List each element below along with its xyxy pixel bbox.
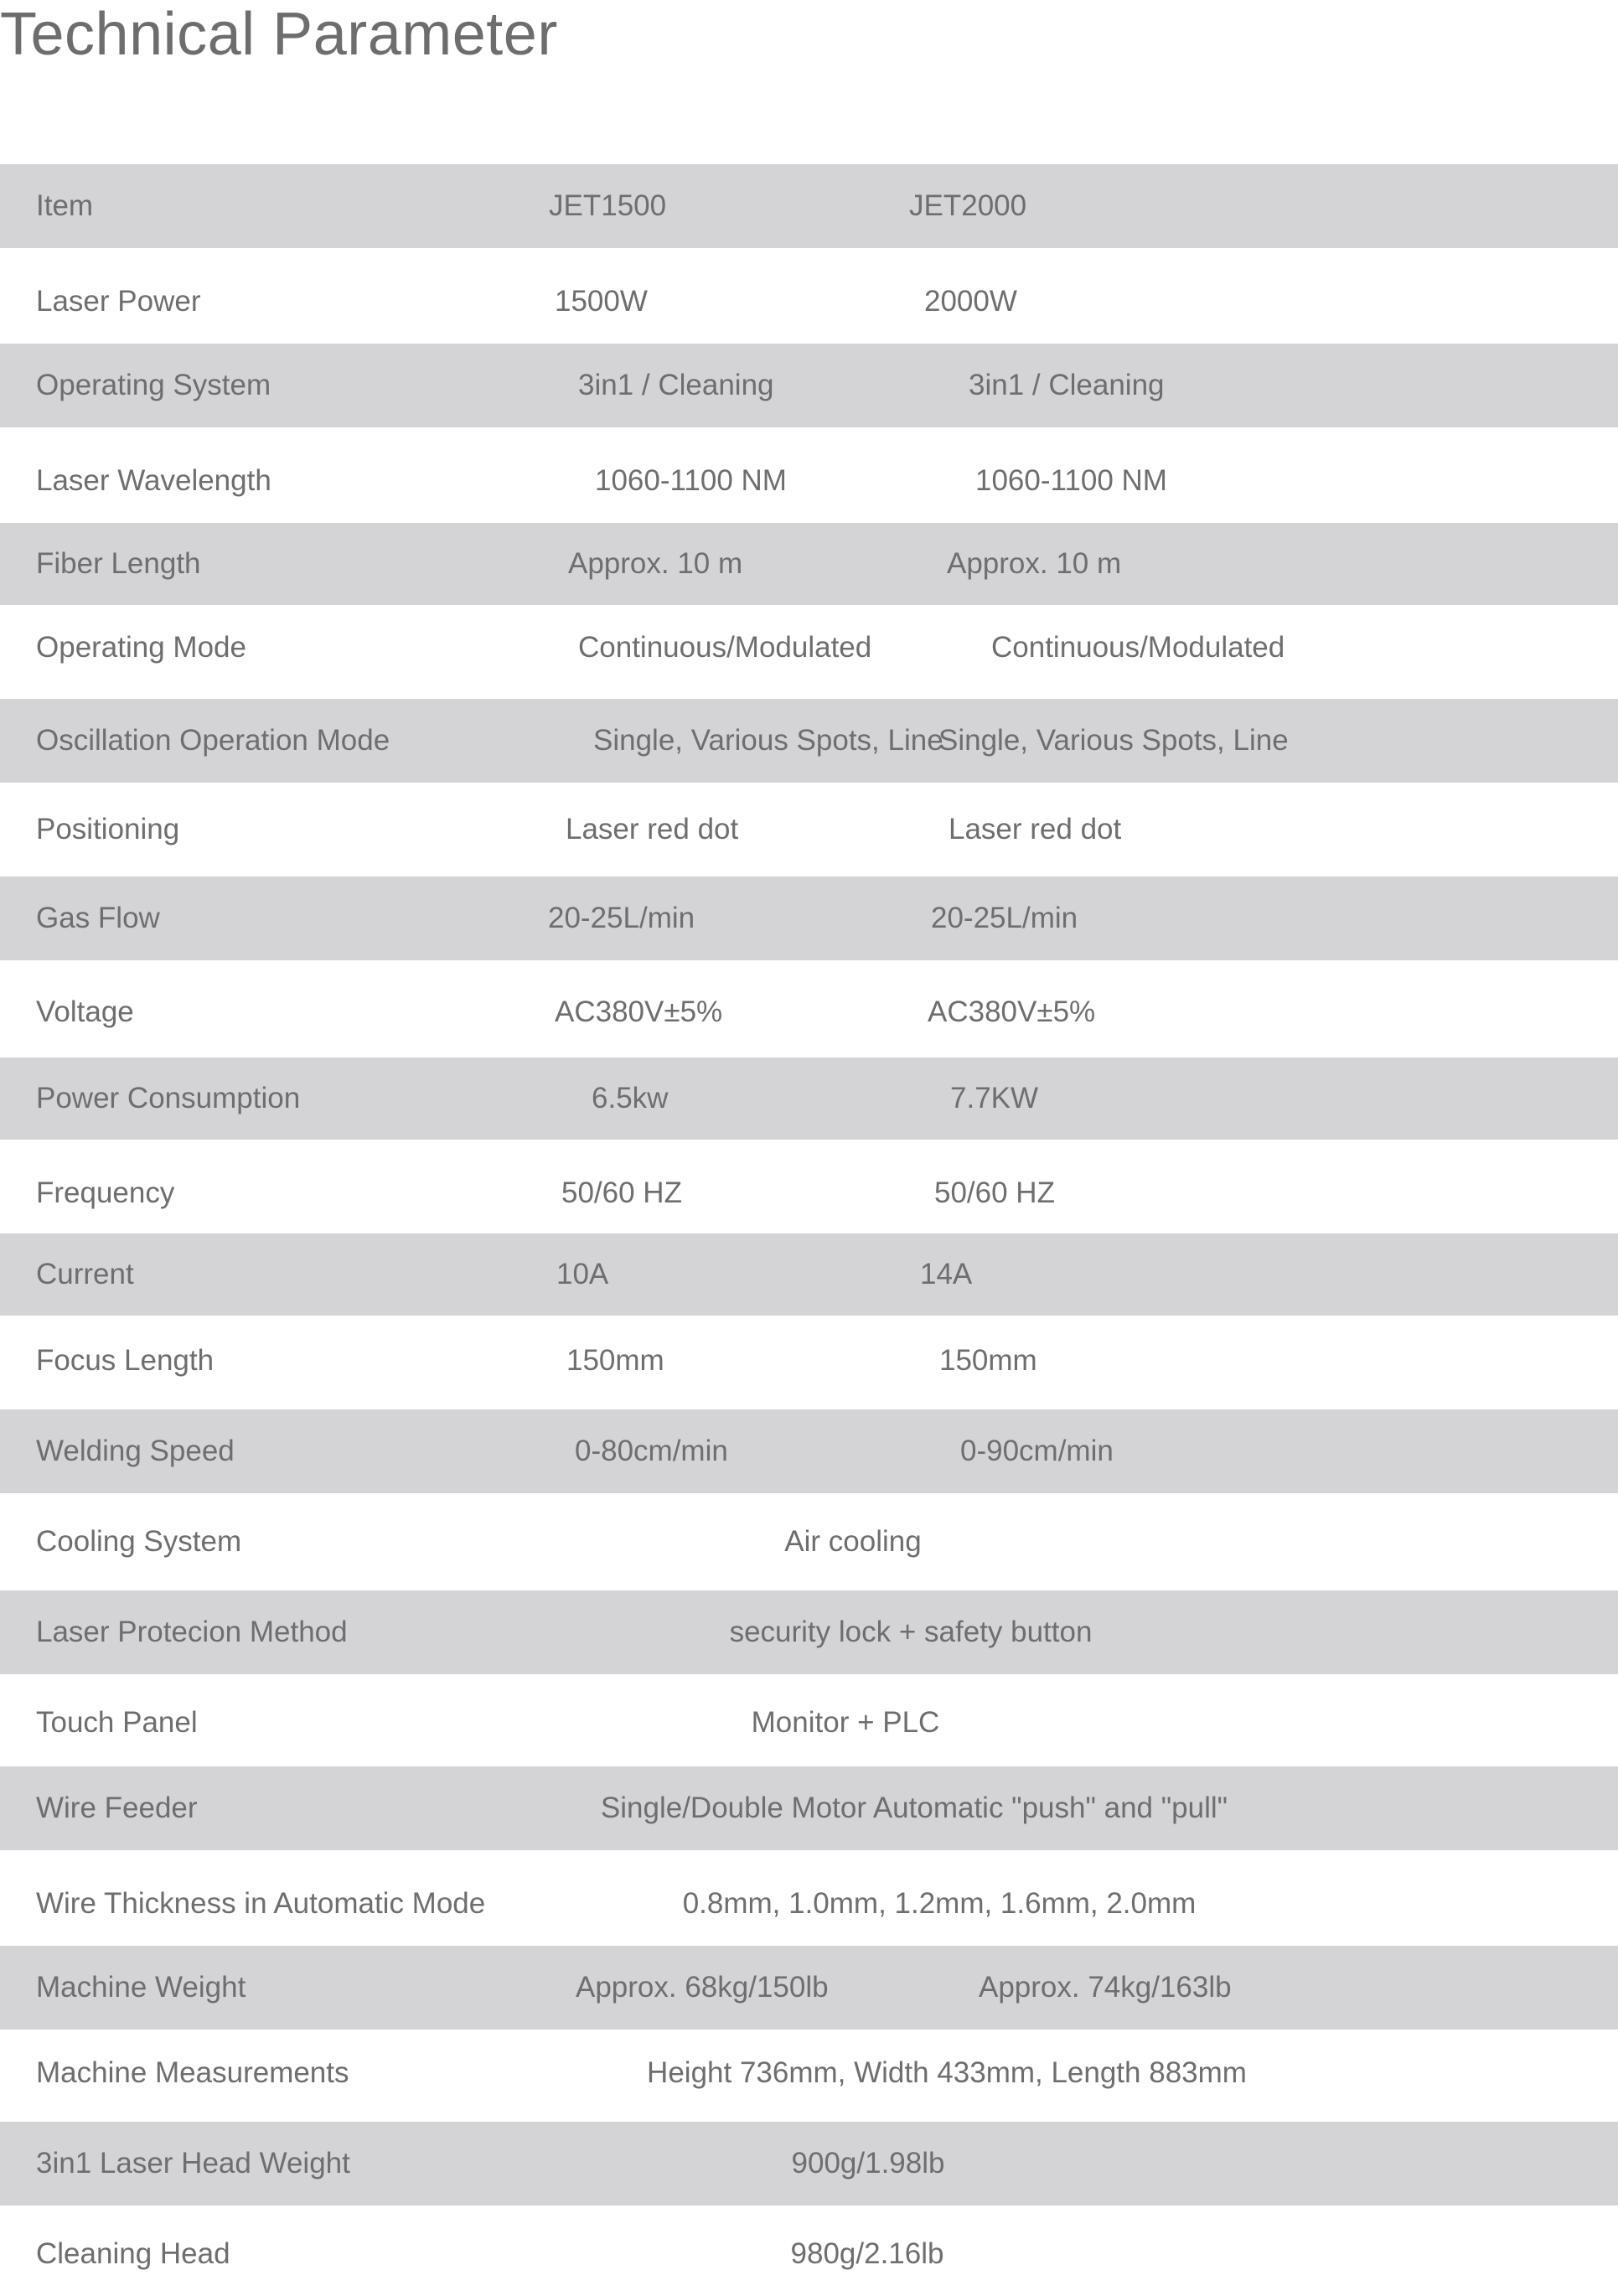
jet1500-value: 10A xyxy=(556,1258,609,1290)
shared-value: security lock + safety button xyxy=(729,1616,1093,1648)
jet2000-value: AC380V±5% xyxy=(928,995,1096,1028)
table-row xyxy=(0,2031,1618,2115)
jet1500-value: Laser red dot xyxy=(566,813,739,845)
table-row xyxy=(0,1058,1618,1140)
row-label: Welding Speed xyxy=(36,1435,235,1467)
table-row xyxy=(0,164,1618,248)
table-row xyxy=(0,1500,1618,1584)
jet1500-value: 20-25L/min xyxy=(548,902,695,934)
row-label: Focus Length xyxy=(36,1344,215,1377)
jet1500-value: Single, Various Spots, Line xyxy=(593,724,943,757)
row-label: Laser Power xyxy=(36,285,201,318)
jet2000-value: Continuous/Modulated xyxy=(991,631,1285,664)
jet2000-value: 50/60 HZ xyxy=(934,1176,1055,1209)
jet2000-value: 150mm xyxy=(939,1344,1037,1377)
jet1500-value: 50/60 HZ xyxy=(561,1176,682,1209)
jet1500-value: JET1500 xyxy=(549,189,667,222)
table-row xyxy=(0,1151,1618,1235)
row-label: Operating System xyxy=(36,369,271,401)
row-label: Cleaning Head xyxy=(36,2237,230,2270)
jet1500-value: 150mm xyxy=(566,1344,664,1377)
table-row xyxy=(0,1590,1618,1674)
table-row xyxy=(0,1946,1618,2030)
jet2000-value: Approx. 10 m xyxy=(947,547,1122,580)
table-row xyxy=(0,699,1618,783)
table-row xyxy=(0,1681,1618,1765)
row-label: Gas Flow xyxy=(36,902,160,934)
jet1500-value: Continuous/Modulated xyxy=(578,631,872,664)
jet2000-value: JET2000 xyxy=(909,189,1027,222)
table-row xyxy=(0,1862,1618,1946)
table-row xyxy=(0,2122,1618,2206)
row-label: Current xyxy=(36,1258,134,1290)
row-label: 3in1 Laser Head Weight xyxy=(36,2147,350,2180)
row-label: Touch Panel xyxy=(36,1706,198,1739)
table-row xyxy=(0,607,1618,689)
row-label: Fiber Length xyxy=(36,547,201,580)
jet2000-value: 14A xyxy=(920,1258,973,1290)
jet1500-value: 6.5kw xyxy=(592,1082,669,1114)
table-row xyxy=(0,2212,1618,2296)
table-row xyxy=(0,970,1618,1054)
shared-value: Air cooling xyxy=(784,1525,922,1558)
table-row xyxy=(0,1766,1618,1850)
shared-value: 980g/2.16lb xyxy=(790,2237,944,2270)
row-label: Laser Wavelength xyxy=(36,464,271,497)
row-label: Machine Weight xyxy=(36,1971,246,2004)
table-row xyxy=(0,788,1618,871)
row-label: Wire Feeder xyxy=(36,1792,198,1824)
table-row xyxy=(0,260,1618,344)
jet1500-value: 1500W xyxy=(555,285,648,318)
row-label: Laser Protecion Method xyxy=(36,1616,348,1648)
jet2000-value: Single, Various Spots, Line xyxy=(938,724,1289,757)
jet2000-value: Approx. 74kg/163lb xyxy=(979,1971,1232,2004)
table-row xyxy=(0,1409,1618,1493)
shared-value: Single/Double Motor Automatic "push" and "pull" xyxy=(600,1792,1228,1824)
table-row xyxy=(0,1319,1618,1403)
jet2000-value: 0-90cm/min xyxy=(960,1435,1114,1467)
row-label: Item xyxy=(36,189,94,222)
jet1500-value: AC380V±5% xyxy=(555,995,723,1028)
jet1500-value: 3in1 / Cleaning xyxy=(578,369,774,401)
jet1500-value: Approx. 68kg/150lb xyxy=(576,1971,829,2004)
jet2000-value: 7.7KW xyxy=(950,1082,1039,1114)
row-label: Voltage xyxy=(36,995,134,1028)
jet1500-value: 1060-1100 NM xyxy=(595,464,787,497)
row-label: Operating Mode xyxy=(36,631,246,664)
jet1500-value: Approx. 10 m xyxy=(568,547,743,580)
table-row xyxy=(0,439,1618,523)
jet1500-value: 0-80cm/min xyxy=(575,1435,728,1467)
row-label: Cooling System xyxy=(36,1525,242,1558)
row-label: Positioning xyxy=(36,813,180,845)
row-label: Power Consumption xyxy=(36,1082,301,1114)
shared-value: Monitor + PLC xyxy=(751,1706,940,1739)
jet2000-value: 2000W xyxy=(924,285,1017,318)
table-row xyxy=(0,1233,1618,1316)
row-label: Oscillation Operation Mode xyxy=(36,724,390,757)
jet2000-value: 3in1 / Cleaning xyxy=(969,369,1165,401)
shared-value: 900g/1.98lb xyxy=(791,2147,945,2180)
row-label: Frequency xyxy=(36,1176,175,1209)
row-label: Machine Measurements xyxy=(36,2056,349,2089)
page-title: Technical Parameter xyxy=(0,1,558,68)
row-label: Wire Thickness in Automatic Mode xyxy=(36,1887,486,1920)
jet2000-value: 20-25L/min xyxy=(931,902,1078,934)
shared-value: 0.8mm, 1.0mm, 1.2mm, 1.6mm, 2.0mm xyxy=(682,1887,1197,1920)
shared-value: Height 736mm, Width 433mm, Length 883mm xyxy=(647,2056,1247,2089)
table-row xyxy=(0,877,1618,960)
jet2000-value: 1060-1100 NM xyxy=(975,464,1167,497)
table-row xyxy=(0,344,1618,427)
jet2000-value: Laser red dot xyxy=(949,813,1122,845)
table-row xyxy=(0,523,1618,605)
